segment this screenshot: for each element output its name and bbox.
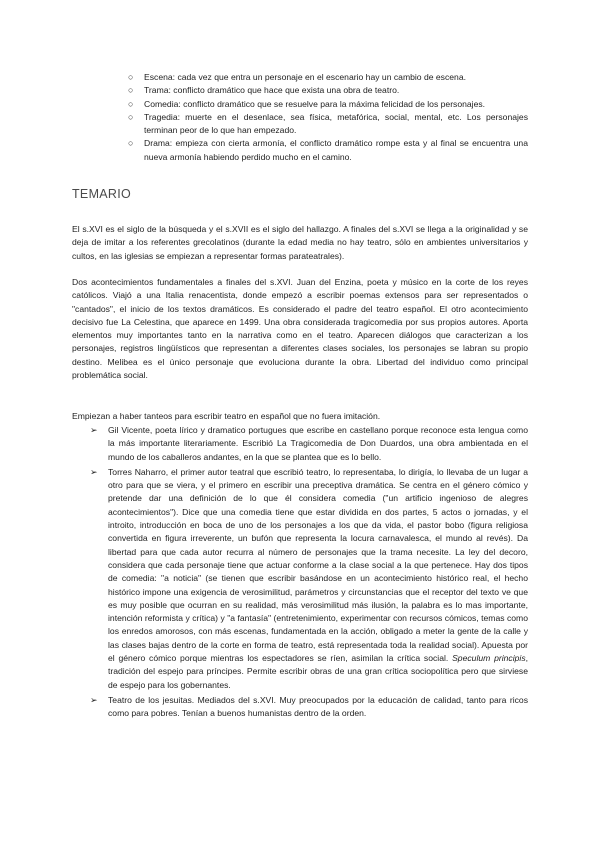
definition-text: Escena: cada vez que entra un personaje en el escenario hay un cambio de escena. [144, 72, 467, 82]
list-item [128, 98, 528, 111]
definition-text: Drama: empieza con cierta armonía, el conflicto dramático rompe esta y al final se encuentra una nueva armonía habiendo perdido mucho en el camino. [144, 138, 528, 162]
definition-text: Comedia: conflicto dramático que se resuelve para la máxima felicidad de los personajes. [144, 98, 486, 109]
circle-bullet-icon: ○ [128, 85, 134, 96]
arrow-bullet-icon: ➢ [90, 425, 98, 435]
author-text-italic: Speculum principis [452, 653, 526, 664]
circle-bullet-icon: ○ [128, 138, 134, 149]
definitions-list [128, 71, 528, 164]
arrow-bullet-icon: ➢ [90, 694, 98, 705]
author-text: Gil Vicente, poeta lírico y dramatico portugues que escribe en castellano porque reconoce esta lengua como la más importante literariamente. Escribió La Tragicomedia de Don Duardos, una obra ambientada en el mundo de los caballeros andantes, en la que se plantea que es lo bello. [108, 425, 528, 462]
circle-bullet-icon: ○ [128, 98, 134, 109]
arrow-bullet-icon: ➢ [90, 466, 98, 477]
definition-text: Trama: conflicto dramático que hace que exista una obra de teatro. [144, 85, 400, 96]
circle-bullet-icon: ○ [128, 72, 134, 82]
list-item [90, 694, 528, 721]
authors-list [90, 424, 528, 721]
paragraph-tanteos: Empiezan a haber tanteos para escribir teatro en español que no fuera imitación. [72, 411, 381, 421]
author-text-continued: , tradición del espejo para príncipes. Permite escribir obras de una gran crítica sociopolítica pero que sirviese de espejo para los gobernantes. [108, 653, 529, 690]
paragraph-siglos: El s.XVI es el siglo de la búsqueda y el s.XVII es el siglo del hallazgo. A finales del s.XVI se llega a la originalidad y se deja de imitar a los referentes grecolatinos (durante la edad media no hay teatro, sólo en ambientes universitarios y cultos, en las iglesias se empiezan a representar formas parateatrales). [72, 224, 528, 261]
list-item [128, 71, 528, 84]
list-item [128, 111, 528, 138]
list-item [128, 84, 528, 97]
list-item [90, 466, 528, 692]
circle-bullet-icon: ○ [128, 111, 134, 122]
section-heading: TEMARIO [72, 187, 132, 201]
definition-text: Tragedia: muerte en el desenlace, sea física, metafórica, social, mental, etc. Los personajes terminan peor de lo que han empezado. [144, 111, 528, 136]
author-text: Torres Naharro, el primer autor teatral que escribió teatro, lo representaba, lo dirigía, lo llevaba de un lugar a otro para que se viera, y el primero en escribir una preceptiva dramática. Se centra en el género cómico y pretende dar una definición de lo que él considera comedia ("un artificio ingenioso de alegres acontecimientos"). Dice que una comedia tiene que estar dividida en dos partes, 5 actos o jornadas, y el introito, introducción en boca de uno de los personajes a los que da vida, el pastor bobo (figura religiosa convertida en figura irreverente, un bufón que representa la locura carnavalesca, el mundo al revés). Da libertad para que cada autor recurra al número de personajes que la trama necesite. La ley del decoro, considera que cada personaje tiene que actuar conforme a la clase social a la que pertenece. Hay dos tipos de comedia: "a noticia" (se tienen que escribir basándose en un acontecimiento histórico real, el hecho histórico impone una exigencia de verosimilitud, parámetros y circunstancias que el receptor del texto ve que es muy posible que ocurran en su realidad, más verosimilitud más ilusión, la palabra es lo mas importante, intención reformista y crítica) y "a fantasía" (entretenimiento, experimentar con recursos cómicos, temas como los enredos amorosos, con más escenas, fundamentada en la acción, obligado a meter la gente de la calle y las clases bajas dentro de la corte en forma de teatro, está representada toda la realidad social). Apuesta por el género cómico porque mientras los espectadores se ríen, asimilan la crítica social. [108, 466, 528, 664]
author-text: Teatro de los jesuitas. Mediados del s.XVI. Muy preocupados por la educación de calidad, tanto para ricos como para pobres. Tenían a buenos humanistas dentro de la orden. [108, 694, 528, 719]
list-item [128, 137, 528, 164]
paragraph-acontecimientos: Dos acontecimientos fundamentales a finales del s.XVI. Juan del Enzina, poeta y músico en la corte de los reyes católicos. Viajó a una Italia renacentista, donde empezó a escribir poemas extensos para ser representados o "cantados", el inicio de los textos dramáticos. Es considerado el padre del teatro español. El otro acontecimiento decisivo fue La Celestina, que aparece en 1499. Una obra considerada tragicomedia por sus propios autores. Aporta elementos muy importantes tanto en la narrativa como en el teatro. Aparecen diálogos que caracterizan a los personajes, registros lingüísticos que representan a diferentes clases sociales, los personajes se labran su propio destino. Melibea es el único personaje que evoluciona durante la obra. Libertad del individuo como principal problemática social. [72, 277, 528, 381]
list-item [90, 424, 528, 464]
